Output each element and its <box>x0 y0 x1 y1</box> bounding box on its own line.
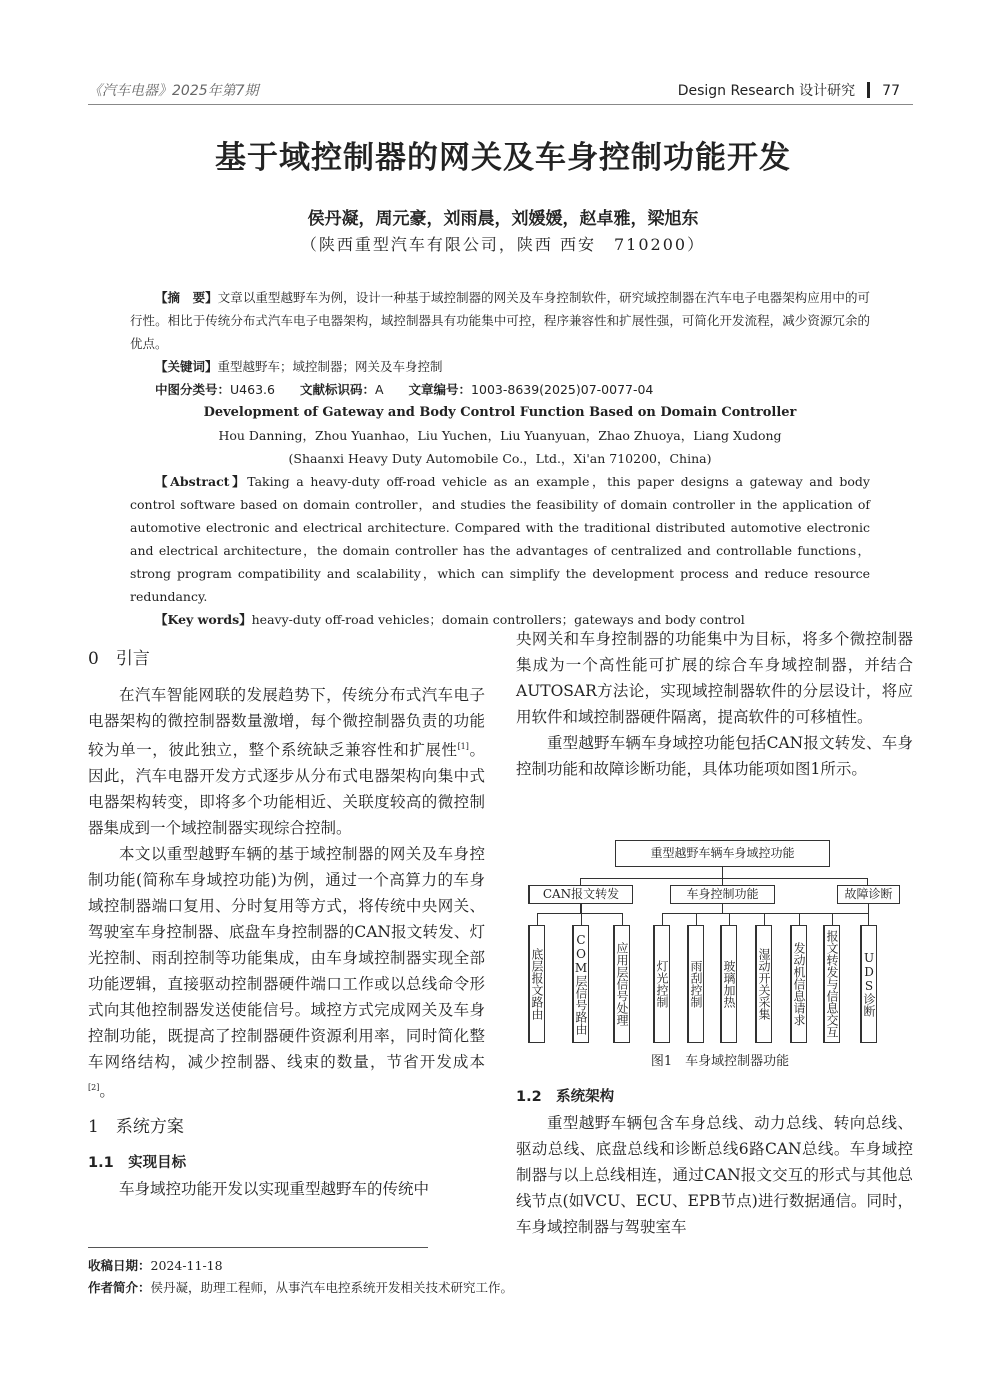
paragraph-text: 本文以重型越野车辆的基于域控制器的网关及车身控制功能(简称车身域控功能)为例，通过一个高算力的车身域控制器端口复用、分时复用等方式，将传统中央网关、驾驶室车身控制器、底盘车身控制器的CAN报文转发、灯光控制、雨刮控制等功能集成，由车身域控制器实现全部功能逻辑，直接驱动控制器硬件端口工作或以总线命令形式向其他控制器发送使能信号。域控方式完成网关及车身控制功能，既提高了控制器硬件资源利用率，同时简化整车网络结构，减少控制器、线束的数量，节省开发成本 <box>88 845 485 1072</box>
header-divider <box>867 82 870 98</box>
received-label: 收稿日期： <box>88 1258 151 1273</box>
author-bio-label: 作者简介： <box>88 1280 151 1295</box>
author-bio <box>88 1278 513 1296</box>
paragraph <box>88 841 485 1104</box>
author-bio-text: 侯丹凝，助理工程师，从事汽车电控系统开发相关技术研究工作。 <box>150 1280 514 1295</box>
keywords-label: 【关键词】 <box>155 359 218 374</box>
diagram-group-can: CAN报文转发 <box>528 885 633 904</box>
diagram-leaf: 应用层信号处理 <box>613 925 630 1043</box>
diagram-leaf: UDS诊断 <box>860 925 877 1043</box>
left-column <box>88 640 485 1202</box>
affiliation: （陕西重型汽车有限公司，陕西 西安 710200） <box>300 235 706 254</box>
heading-architecture: 1.2 系统架构 <box>516 1089 615 1105</box>
id-value: 1003-8639(2025)07-0077-04 <box>471 382 654 397</box>
english-authors: Hou Danning，Zhou Yuanhao，Liu Yuchen，Liu Yuanyuan，Zhao Zhuoya，Liang Xudong <box>218 428 782 443</box>
diagram-leaf: 雨刮控制 <box>687 925 704 1043</box>
doc-value: A <box>374 382 384 397</box>
english-affiliation: (Shaanxi Heavy Duty Automobile Co.，Ltd.，Xi'an 710200，China) <box>288 451 712 466</box>
abstract-cn <box>130 286 870 355</box>
running-header <box>678 80 900 100</box>
id-label: 文章编号： <box>408 382 472 397</box>
citation: [1] <box>457 742 469 751</box>
paragraph-text: 在汽车智能网联的发展趋势下，传统分布式汽车电子电器架构的微控制器数量激增，每个微控制器负责的功能较为单一，彼此独立，整个系统缺乏兼容性和扩展性 <box>88 686 485 760</box>
paragraph: 车身域控功能开发以实现重型越野车的传统中 <box>119 1180 430 1199</box>
paragraph-text: 。因此，汽车电器开发方式逐步从分布式电器架构向集中式电器架构转变，即将多个功能相近、关联度较高的微控制器集成到一个域控制器实现综合控制。 <box>88 741 485 838</box>
abstract-block <box>130 286 870 631</box>
doc-label: 文献标识码： <box>299 382 375 397</box>
diagram-leaf: 底层报文路由 <box>528 925 545 1043</box>
diagram-leaf: 发动机信息请求 <box>790 925 807 1043</box>
paragraph-text: 。 <box>99 1082 115 1101</box>
right-column <box>516 626 913 782</box>
diagram-leaf: 灯光控制 <box>653 925 670 1043</box>
clc-label: 中图分类号： <box>155 382 231 397</box>
journal-name: 《汽车电器》2025年第7期 <box>88 83 259 99</box>
received-value: 2024-11-18 <box>150 1258 223 1273</box>
diagram-leaf: 报文转发与信息交互 <box>823 925 840 1043</box>
english-keywords-label: 【Key words】 <box>155 612 252 627</box>
paper-title: 基于域控制器的网关及车身控制功能开发 <box>215 140 791 176</box>
keywords-text: 重型越野车；域控制器；网关及车身控制 <box>217 359 443 374</box>
diagram-group-diagnosis: 故障诊断 <box>837 885 900 904</box>
diagram-group-body: 车身控制功能 <box>670 885 775 904</box>
page-number: 77 <box>882 83 900 99</box>
english-abstract <box>130 470 870 608</box>
heading-goal: 1.1 实现目标 <box>88 1155 187 1172</box>
diagram-leaf: 湿动开关采集 <box>755 925 772 1043</box>
keywords-cn <box>130 355 870 378</box>
header-rule <box>88 104 913 105</box>
figure-caption: 图1 车身域控制器功能 <box>650 1054 790 1069</box>
english-title: Development of Gateway and Body Control Function Based on Domain Controller <box>203 405 797 420</box>
abstract-label: 【摘 要】 <box>155 290 218 305</box>
citation: [2] <box>88 1083 100 1093</box>
paragraph: 重型越野车辆包含车身总线、动力总线、转向总线、驱动总线、底盘总线和诊断总线6路CAN总线。车身域控制器与以上总线相连，通过CAN报文交互的形式与其他总线节点(如VCU、ECU、EPB节点)进行数据通信。同时，车身域控制器与驾驶室车 <box>516 1114 913 1236</box>
english-keywords-text: heavy-duty off-road vehicles；domain controllers；gateways and body control <box>251 612 745 627</box>
english-abstract-text: Taking a heavy-duty off-road vehicle as an example，this paper designs a gateway and body control software based on domain controller，and studies the feasibility of domain controller in the application of automotive electronic and electrical architecture. Compared with the traditional distributed automotive electronic and electrical architecture，the domain controller has the advantages of centralized and controllable functions，strong program compatibility and scalability，which can simplify the development process and reduce resource redundancy. <box>130 474 870 604</box>
received-date <box>88 1256 223 1274</box>
paragraph: 央网关和车身控制器的功能集中为目标，将多个微控制器集成为一个高性能可扩展的综合车身域控制器，并结合AUTOSAR方法论，实现域控制器软件的分层设计，将应用软件和域控制器硬件隔离，提高软件的可移植性。 <box>516 630 913 726</box>
diagram-leaf: COM层信号路由 <box>572 925 589 1043</box>
paragraph <box>88 682 485 841</box>
english-abstract-label: 【Abstract】 <box>155 474 248 489</box>
right-column-lower <box>516 1084 913 1240</box>
diagram-leaf: 玻璃加热 <box>720 925 737 1043</box>
heading-introduction: 0 引言 <box>88 649 150 669</box>
diagram-root: 重型越野车辆车身域控功能 <box>615 840 830 867</box>
classification <box>130 378 870 401</box>
section-name: Design Research 设计研究 <box>677 83 856 99</box>
footnote-rule <box>88 1247 428 1248</box>
heading-system: 1 系统方案 <box>88 1117 184 1138</box>
authors: 侯丹凝，周元豪，刘雨晨，刘媛媛，赵卓雅，梁旭东 <box>307 209 699 229</box>
paragraph: 重型越野车辆车身域控功能包括CAN报文转发、车身控制功能和故障诊断功能，具体功能项如图1所示。 <box>516 734 913 778</box>
abstract-text: 文章以重型越野车为例，设计一种基于域控制器的网关及车身控制软件，研究域控制器在汽车电子电器架构应用中的可行性。相比于传统分布式汽车电子电器架构，域控制器具有功能集中可控，程序兼容性和扩展性强，可简化开发流程，减少资源冗余的优点。 <box>130 290 870 351</box>
clc-value: U463.6 <box>230 382 275 397</box>
